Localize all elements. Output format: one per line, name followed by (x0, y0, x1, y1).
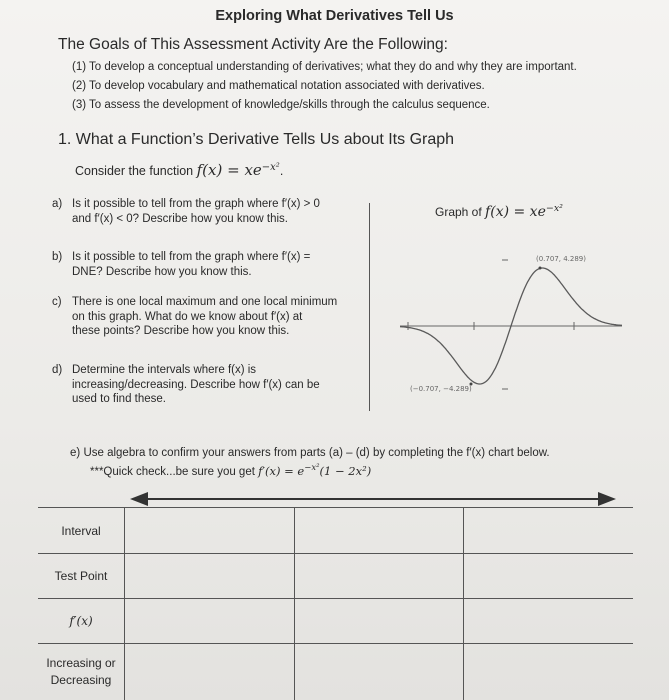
number-line-arrow (128, 489, 618, 509)
part-a-line-1: Is it possible to tell from the graph where f′(x) > 0 (72, 198, 320, 210)
part-a-line-2: and f′(x) < 0? Describe how you know this. (72, 212, 288, 225)
worksheet-title: Exploring What Derivatives Tell Us (215, 8, 454, 24)
derivative-factor: (1 − 2x²) (319, 463, 372, 478)
derivative-expression: f′(x) = e (258, 463, 305, 478)
part-d-line-3: used to find these. (72, 393, 166, 405)
divider-line (369, 203, 370, 411)
derivative-chart-table (38, 507, 633, 700)
chart-cell[interactable] (294, 599, 464, 644)
part-d-label: d) (52, 364, 63, 376)
chart-cell[interactable] (464, 644, 634, 700)
part-d-line-1: Determine the intervals where f(x) is (72, 364, 257, 376)
part-e-label: e) (70, 447, 81, 459)
table-row (38, 554, 633, 599)
chart-cell[interactable] (125, 644, 295, 700)
function-expression: f(x) = xe (196, 161, 262, 179)
consider-function: Consider the function $f(x) = xe^{-x^2}$. (75, 161, 284, 179)
part-e-quick-check: ***Quick check...be sure you get (90, 465, 255, 478)
part-d (52, 363, 367, 413)
chart-cell[interactable] (294, 554, 464, 599)
part-d-line-2: increasing/decreasing. Describe how f′(x) can be (72, 378, 320, 391)
chart-cell[interactable] (464, 508, 634, 554)
goal-item-2: (2) To develop vocabulary and mathematical notation associated with derivatives. (72, 80, 485, 92)
part-c-line-1: There is one local maximum and one local minimum (72, 296, 338, 308)
part-b-line-1: Is it possible to tell from the graph where f′(x) = (72, 251, 311, 263)
chart-cell[interactable] (125, 508, 295, 554)
graph-title-exponent: −x² (545, 203, 563, 214)
part-c-label: c) (52, 296, 62, 308)
graph-title-expression: f(x) = xe (485, 204, 546, 220)
chart-cell[interactable] (125, 554, 295, 599)
graph-title (435, 203, 563, 220)
part-c (52, 295, 367, 345)
max-point (539, 267, 542, 270)
row-label-test-point: Test Point (38, 554, 125, 599)
max-point-label: (0.707, 4.289) (536, 255, 586, 263)
table-row (38, 508, 633, 554)
table-row (38, 644, 633, 700)
row-label-interval: Interval (38, 508, 125, 554)
graph-title-prefix: Graph of (435, 205, 482, 219)
function-exponent: −x² (261, 161, 280, 173)
part-e-line-1: Use algebra to confirm your answers from parts (a) – (d) by completing the f′(x) chart below. (83, 447, 550, 459)
part-a-label: a) (52, 198, 63, 210)
arrow-right-head (598, 492, 616, 506)
part-b-line-2: DNE? Describe how you know this. (72, 265, 252, 278)
min-point-label: (−0.707, −4.289) (410, 385, 472, 393)
chart-cell[interactable] (294, 644, 464, 700)
question-1-heading: 1. What a Function’s Derivative Tells Us about Its Graph (58, 131, 455, 148)
chart-cell[interactable] (464, 554, 634, 599)
part-a (52, 197, 362, 231)
chart-cell[interactable] (125, 599, 295, 644)
part-c-line-3: these points? Describe how you know this. (72, 325, 290, 337)
part-c-line-2: on this graph. What do we know about f′(x) at (72, 310, 303, 323)
table-row (38, 599, 633, 644)
goal-item-1: (1) To develop a conceptual understanding of derivatives; what they do and why they are important. (72, 61, 577, 73)
chart-cell[interactable] (294, 508, 464, 554)
derivative-exponent: −x² (304, 463, 320, 473)
function-graph (380, 240, 630, 410)
part-b (52, 250, 362, 284)
consider-prefix: Consider the function (75, 164, 194, 178)
arrow-left-head (130, 492, 148, 506)
part-e (70, 446, 550, 480)
row-label-derivative: f′(x) (38, 599, 125, 644)
row-label-increasing-decreasing: Increasing or Decreasing (38, 644, 125, 700)
part-b-label: b) (52, 251, 63, 263)
goals-heading: The Goals of This Assessment Activity Are the Following: (58, 36, 448, 53)
goal-item-3: (3) To assess the development of knowledge/skills through the calculus sequence. (72, 99, 490, 111)
chart-cell[interactable] (464, 599, 634, 644)
